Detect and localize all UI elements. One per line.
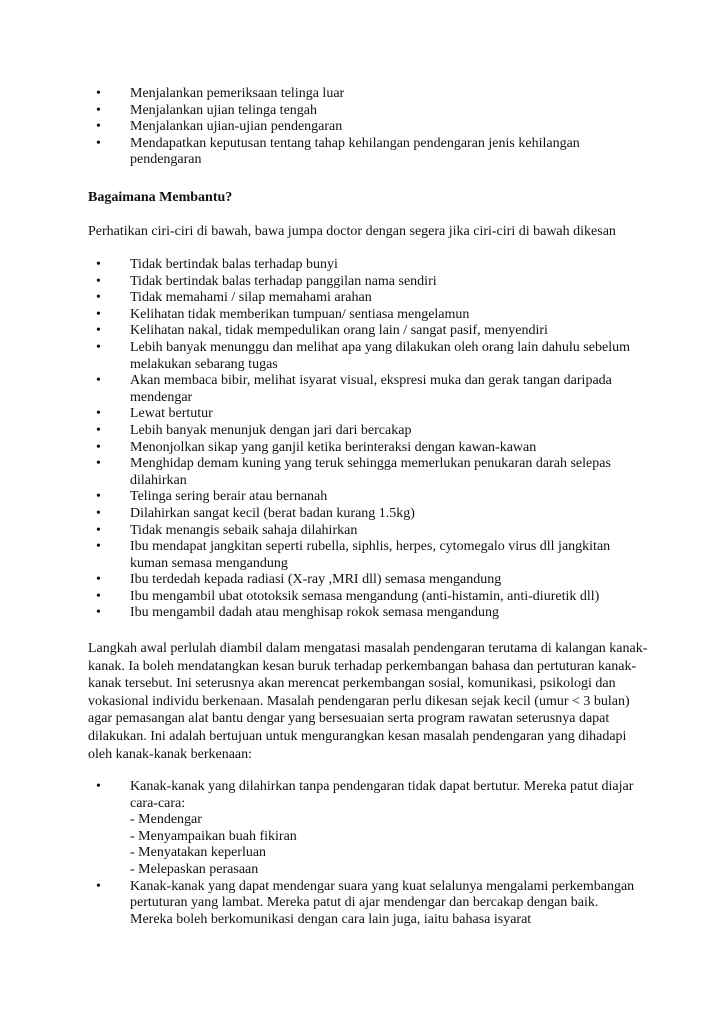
bullet-icon: • xyxy=(96,339,101,355)
list-item: • Menonjolkan sikap yang ganjil ketika berinteraksi dengan kawan-kawan xyxy=(96,439,537,455)
list-item: • Menjalankan ujian-ujian pendengaran xyxy=(96,119,343,135)
bullet-icon: • xyxy=(96,505,101,521)
section-heading: Bagaimana Membantu? xyxy=(88,190,233,205)
sub-item: - Melepaskan perasaan xyxy=(130,861,259,877)
list-item: • Lewat bertutur xyxy=(96,406,213,422)
list-item: • Ibu mendapat jangkitan seperti rubella, siphlis, herpes, cytomegalo virus dll jangkitan kuman semasa mengandung xyxy=(96,539,611,571)
ear-exam-list xyxy=(0,86,728,169)
list-item: • Mendapatkan keputusan tentang tahap kehilangan pendengaran jenis kehilangan pendengaran xyxy=(96,135,580,168)
bullet-icon: • xyxy=(96,257,101,272)
list-item: • Akan membaca bibir, melihat isyarat visual, ekspresi muka dan gerak tangan daripada mendengar xyxy=(96,373,612,405)
list-item: • Kanak-kanak yang dilahirkan tanpa pendengaran tidak dapat bertutur. Mereka patut diajar cara-cara: - Mendengar - Menyampaikan buah fikiran - Menyatakan keperluan - Melepaskan perasaan xyxy=(0,779,728,879)
list-item: • Tidak bertindak balas terhadap bunyi xyxy=(96,257,338,272)
list-item: • Ibu mengambil dadah atau menghisap rokok semasa mengandung xyxy=(96,605,499,621)
symptom-list xyxy=(0,257,728,622)
list-item: • Tidak menangis sebaik sahaja dilahirkan xyxy=(96,522,358,538)
bullet-icon: • xyxy=(96,779,101,794)
list-item: • Lebih banyak menunggu dan melihat apa yang dilakukan oleh orang lain dahulu sebelum melakukan sebarang tugas xyxy=(96,339,630,372)
bullet-icon: • xyxy=(96,306,101,322)
list-item: • Dilahirkan sangat kecil (berat badan kurang 1.5kg) xyxy=(96,505,415,521)
bullet-icon: • xyxy=(96,290,101,306)
bullet-icon: • xyxy=(96,422,101,438)
bullet-icon: • xyxy=(96,323,101,339)
sub-item: - Mendengar xyxy=(130,812,202,828)
intro-text: Perhatikan ciri-ciri di bawah, bawa jumpa doctor dengan segera jika ciri-ciri di bawah dikesan xyxy=(88,224,616,239)
bullet-icon: • xyxy=(96,135,101,151)
sub-item: - Menyampaikan buah fikiran xyxy=(130,828,297,844)
list-item: • Tidak bertindak balas terhadap panggilan nama sendiri xyxy=(96,273,437,289)
list-item: • Lebih banyak menunjuk dengan jari dari bercakap xyxy=(96,422,412,438)
list-item: • Kanak-kanak yang dapat mendengar suara yang kuat selalunya mengalami perkembangan pertuturan yang lambat. Mereka patut di ajar mendengar dan bercakap dengan baik. Mereka boleh berkomunikasi dengan cara lain juga, iaitu bahasa isyarat xyxy=(96,878,635,927)
bullet-icon: • xyxy=(96,522,101,538)
bullet-icon: • xyxy=(96,572,101,588)
bullet-icon: • xyxy=(96,605,101,621)
body-paragraph: Langkah awal perlulah diambil dalam mengatasi masalah pendengaran terutama di kalangan kanak-kanak. Ia boleh mendatangkan kesan buruk terhadap perkembangan bahasa dan pertuturan kanak-kanak tersebut. Ini seterusnya akan merencat perkembangan sosial, komunikasi, psikologi dan vokasional individu berkenaan. Masalah pendengaran perlu dikesan sejak kecil (umur < 3 bulan) agar pemasangan alat bantu dengar yang bersesuaian serta program rawatan seterusnya dapat dilakukan. Ini adalah bertujuan untuk mengurangkan kesan masalah pendengaran yang dihadapi oleh kanak-kanak berkenaan: xyxy=(88,641,648,762)
guidance-list xyxy=(0,779,728,928)
bullet-icon: • xyxy=(96,588,101,604)
bullet-icon: • xyxy=(96,878,101,894)
bullet-icon: • xyxy=(96,456,101,472)
bullet-icon: • xyxy=(96,373,101,389)
bullet-icon: • xyxy=(96,489,101,505)
list-item: • Menjalankan pemeriksaan telinga luar xyxy=(96,86,345,101)
bullet-icon: • xyxy=(96,119,101,135)
bullet-icon: • xyxy=(96,439,101,455)
list-item: • Kelihatan nakal, tidak mempedulikan orang lain / sangat pasif, menyendiri xyxy=(96,323,548,339)
list-item: • Menghidap demam kuning yang teruk sehingga memerlukan penukaran darah selepas dilahirkan xyxy=(96,456,611,488)
list-item: • Ibu mengambil ubat ototoksik semasa mengandung (anti-histamin, anti-diuretik dll) xyxy=(96,588,600,604)
list-item: • Tidak memahami / silap memahami arahan xyxy=(96,290,372,306)
bullet-icon: • xyxy=(96,406,101,422)
sub-item: - Menyatakan keperluan xyxy=(130,845,267,861)
list-item: • Menjalankan ujian telinga tengah xyxy=(96,102,317,118)
list-item: • Ibu terdedah kepada radiasi (X-ray ,MRI dll) semasa mengandung xyxy=(96,572,502,588)
bullet-icon: • xyxy=(96,273,101,289)
bullet-icon: • xyxy=(96,539,101,555)
bullet-icon: • xyxy=(96,102,101,118)
bullet-icon: • xyxy=(96,86,101,101)
list-item: • Kelihatan tidak memberikan tumpuan/ sentiasa mengelamun xyxy=(96,306,470,322)
list-item: • Telinga sering berair atau bernanah xyxy=(96,489,328,505)
